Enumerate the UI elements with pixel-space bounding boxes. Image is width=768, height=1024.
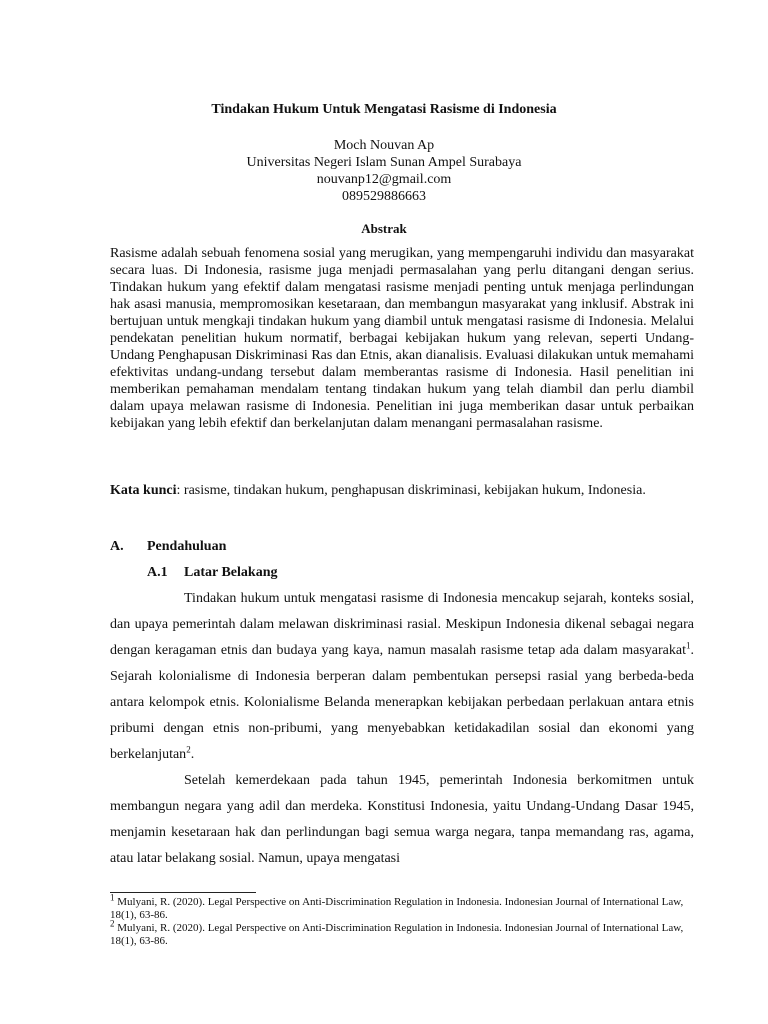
footnote-ref: 1: [686, 640, 691, 651]
footnotes: [110, 892, 694, 948]
footnote-ref: 2: [186, 744, 191, 755]
paragraph-text: . Sejarah kolonialisme di Indonesia berperan dalam pembentukan persepsi rasial yang berbeda-beda antara kelompok etnis. Kolonialisme Belanda menerapkan kebijakan perbedaan perlakuan antara etnis pribumi dengan etnis non-pribumi, yang menyebabkan ketidakadilan sosial dan ekonomi yang berkelanjutan: [110, 643, 694, 762]
footnote-marker: 2: [110, 918, 115, 929]
footnote: [110, 918, 694, 948]
author-phone: 089529886663: [342, 189, 426, 204]
author-name: Moch Nouvan Ap: [333, 138, 435, 153]
footnote-text: Mulyani, R. (2020). Legal Perspective on Anti-Discrimination Regulation in Indonesia. Indonesian Journal of International Law, 18(1), 63-86.: [110, 922, 684, 947]
section-title: Pendahuluan: [147, 539, 227, 554]
footnote-separator: [110, 892, 256, 893]
author-affiliation: Universitas Negeri Islam Sunan Ampel Surabaya: [246, 155, 522, 170]
keywords-text: : rasisme, tindakan hukum, penghapusan diskriminasi, kebijakan hukum, Indonesia.: [176, 483, 646, 498]
paragraph: [110, 586, 694, 768]
footnote-marker: 1: [110, 892, 115, 903]
footnote-text: Mulyani, R. (2020). Legal Perspective on Anti-Discrimination Regulation in Indonesia. Indonesian Journal of International Law, 18(1), 63-86.: [110, 896, 684, 921]
abstract-text: Rasisme adalah sebuah fenomena sosial yang merugikan, yang mempengaruhi individu dan masyarakat secara luas. Di Indonesia, rasisme juga menjadi permasalahan yang perlu ditangani dengan serius. Tindakan hukum yang efektif dalam mengatasi rasisme menjadi penting untuk menjaga perlindungan hak asasi manusia, mempromosikan kesetaraan, dan membangun masyarakat yang inklusif. Abstrak ini bertujuan untuk mengkaji tindakan hukum yang diambil untuk mengatasi rasisme di Indonesia. Melalui pendekatan penelitian hukum normatif, berbagai kebijakan hukum yang relevan, seperti Undang-Undang Penghapusan Diskriminasi Ras dan Etnis, akan dianalisis. Evaluasi dilakukan untuk memahami efektivitas undang-undang tersebut dalam memberantas rasisme di Indonesia. Hasil penelitian ini memberikan pemahaman mendalam tentang tindakan hukum yang telah diambil dan perlu diambil dalam upaya melawan rasisme di Indonesia. Penelitian ini juga memberikan dasar untuk perbaikan kebijakan yang lebih efektif dan berkelanjutan dalam menangani permasalahan rasisme.: [110, 246, 694, 431]
subsection-title: Latar Belakang: [184, 565, 278, 580]
section-number: A.: [110, 539, 124, 554]
keywords-label: Kata kunci: [110, 483, 177, 498]
paragraph-text: Tindakan hukum untuk mengatasi rasisme di Indonesia mencakup sejarah, konteks sosial, dan upaya pemerintah dalam melawan diskriminasi rasial. Meskipun Indonesia dikenal sebagai negara dengan keragaman etnis dan budaya yang kaya, namun masalah rasisme tetap ada dalam masyarakat: [110, 591, 694, 658]
paragraph: Setelah kemerdekaan pada tahun 1945, pemerintah Indonesia berkomitmen untuk membangun negara yang adil dan merdeka. Konstitusi Indonesia, yaitu Undang-Undang Dasar 1945, menjamin kesetaraan hak dan perlindungan bagi semua warga negara, tanpa memandang ras, agama, atau latar belakang sosial. Namun, upaya mengatasi: [110, 773, 694, 866]
abstract-heading: Abstrak: [361, 221, 407, 236]
author-block: [0, 137, 768, 205]
keywords: [110, 478, 694, 504]
subsection-heading: [147, 565, 277, 581]
document-title: Tindakan Hukum Untuk Mengatasi Rasisme di Indonesia: [211, 102, 557, 117]
section-heading: [110, 539, 226, 555]
body-text: [110, 586, 694, 872]
footnote: [110, 892, 694, 922]
subsection-number: A.1: [147, 565, 168, 580]
author-email: nouvanp12@gmail.com: [316, 172, 452, 187]
paragraph-text: .: [190, 747, 195, 762]
